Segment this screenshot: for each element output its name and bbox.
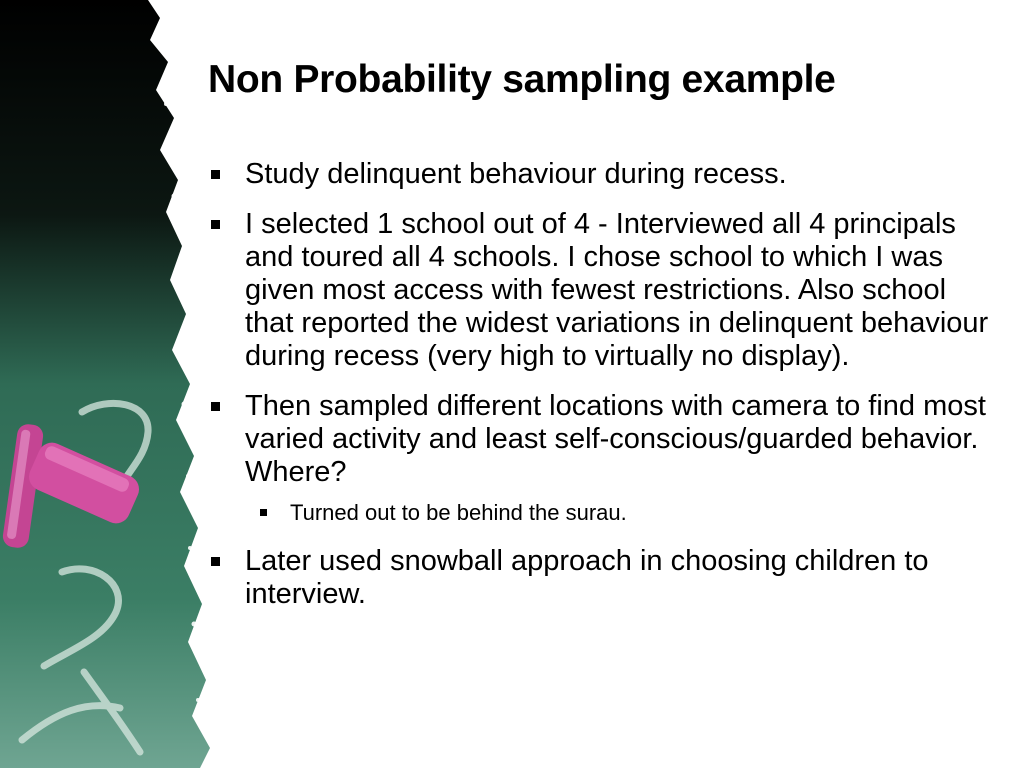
chalkboard-decoration — [0, 0, 240, 768]
bullet-text: Then sampled different locations with camera to find most varied activity and least self-conscious/guarded behavior. Where? — [245, 390, 986, 488]
bullet-square-icon — [211, 402, 220, 411]
bullet-square-icon — [211, 220, 220, 229]
sub-bullet-item — [245, 500, 998, 526]
slide-title: Non Probability sampling example — [208, 58, 836, 101]
sub-bullet-text: Turned out to be behind the surau. — [290, 500, 627, 525]
bullet-item — [208, 390, 998, 489]
bullet-square-icon — [211, 557, 220, 566]
bullet-text: I selected 1 school out of 4 - Interviewed all 4 principals and toured all 4 schools. I chose school to which I was given most access with fewest restrictions. Also school that reported the widest variations in delinquent behaviour during recess (very high to virtually no display). — [245, 208, 989, 372]
sub-bullet-square-icon — [260, 509, 267, 516]
bullet-item — [208, 545, 998, 611]
bullet-text: Later used snowball approach in choosing children to interview. — [245, 545, 929, 610]
bullet-item — [208, 208, 998, 373]
bullet-item — [208, 158, 998, 191]
bullet-square-icon — [211, 170, 220, 179]
bullet-list — [208, 158, 998, 628]
bullet-text: Study delinquent behaviour during recess. — [245, 158, 787, 190]
